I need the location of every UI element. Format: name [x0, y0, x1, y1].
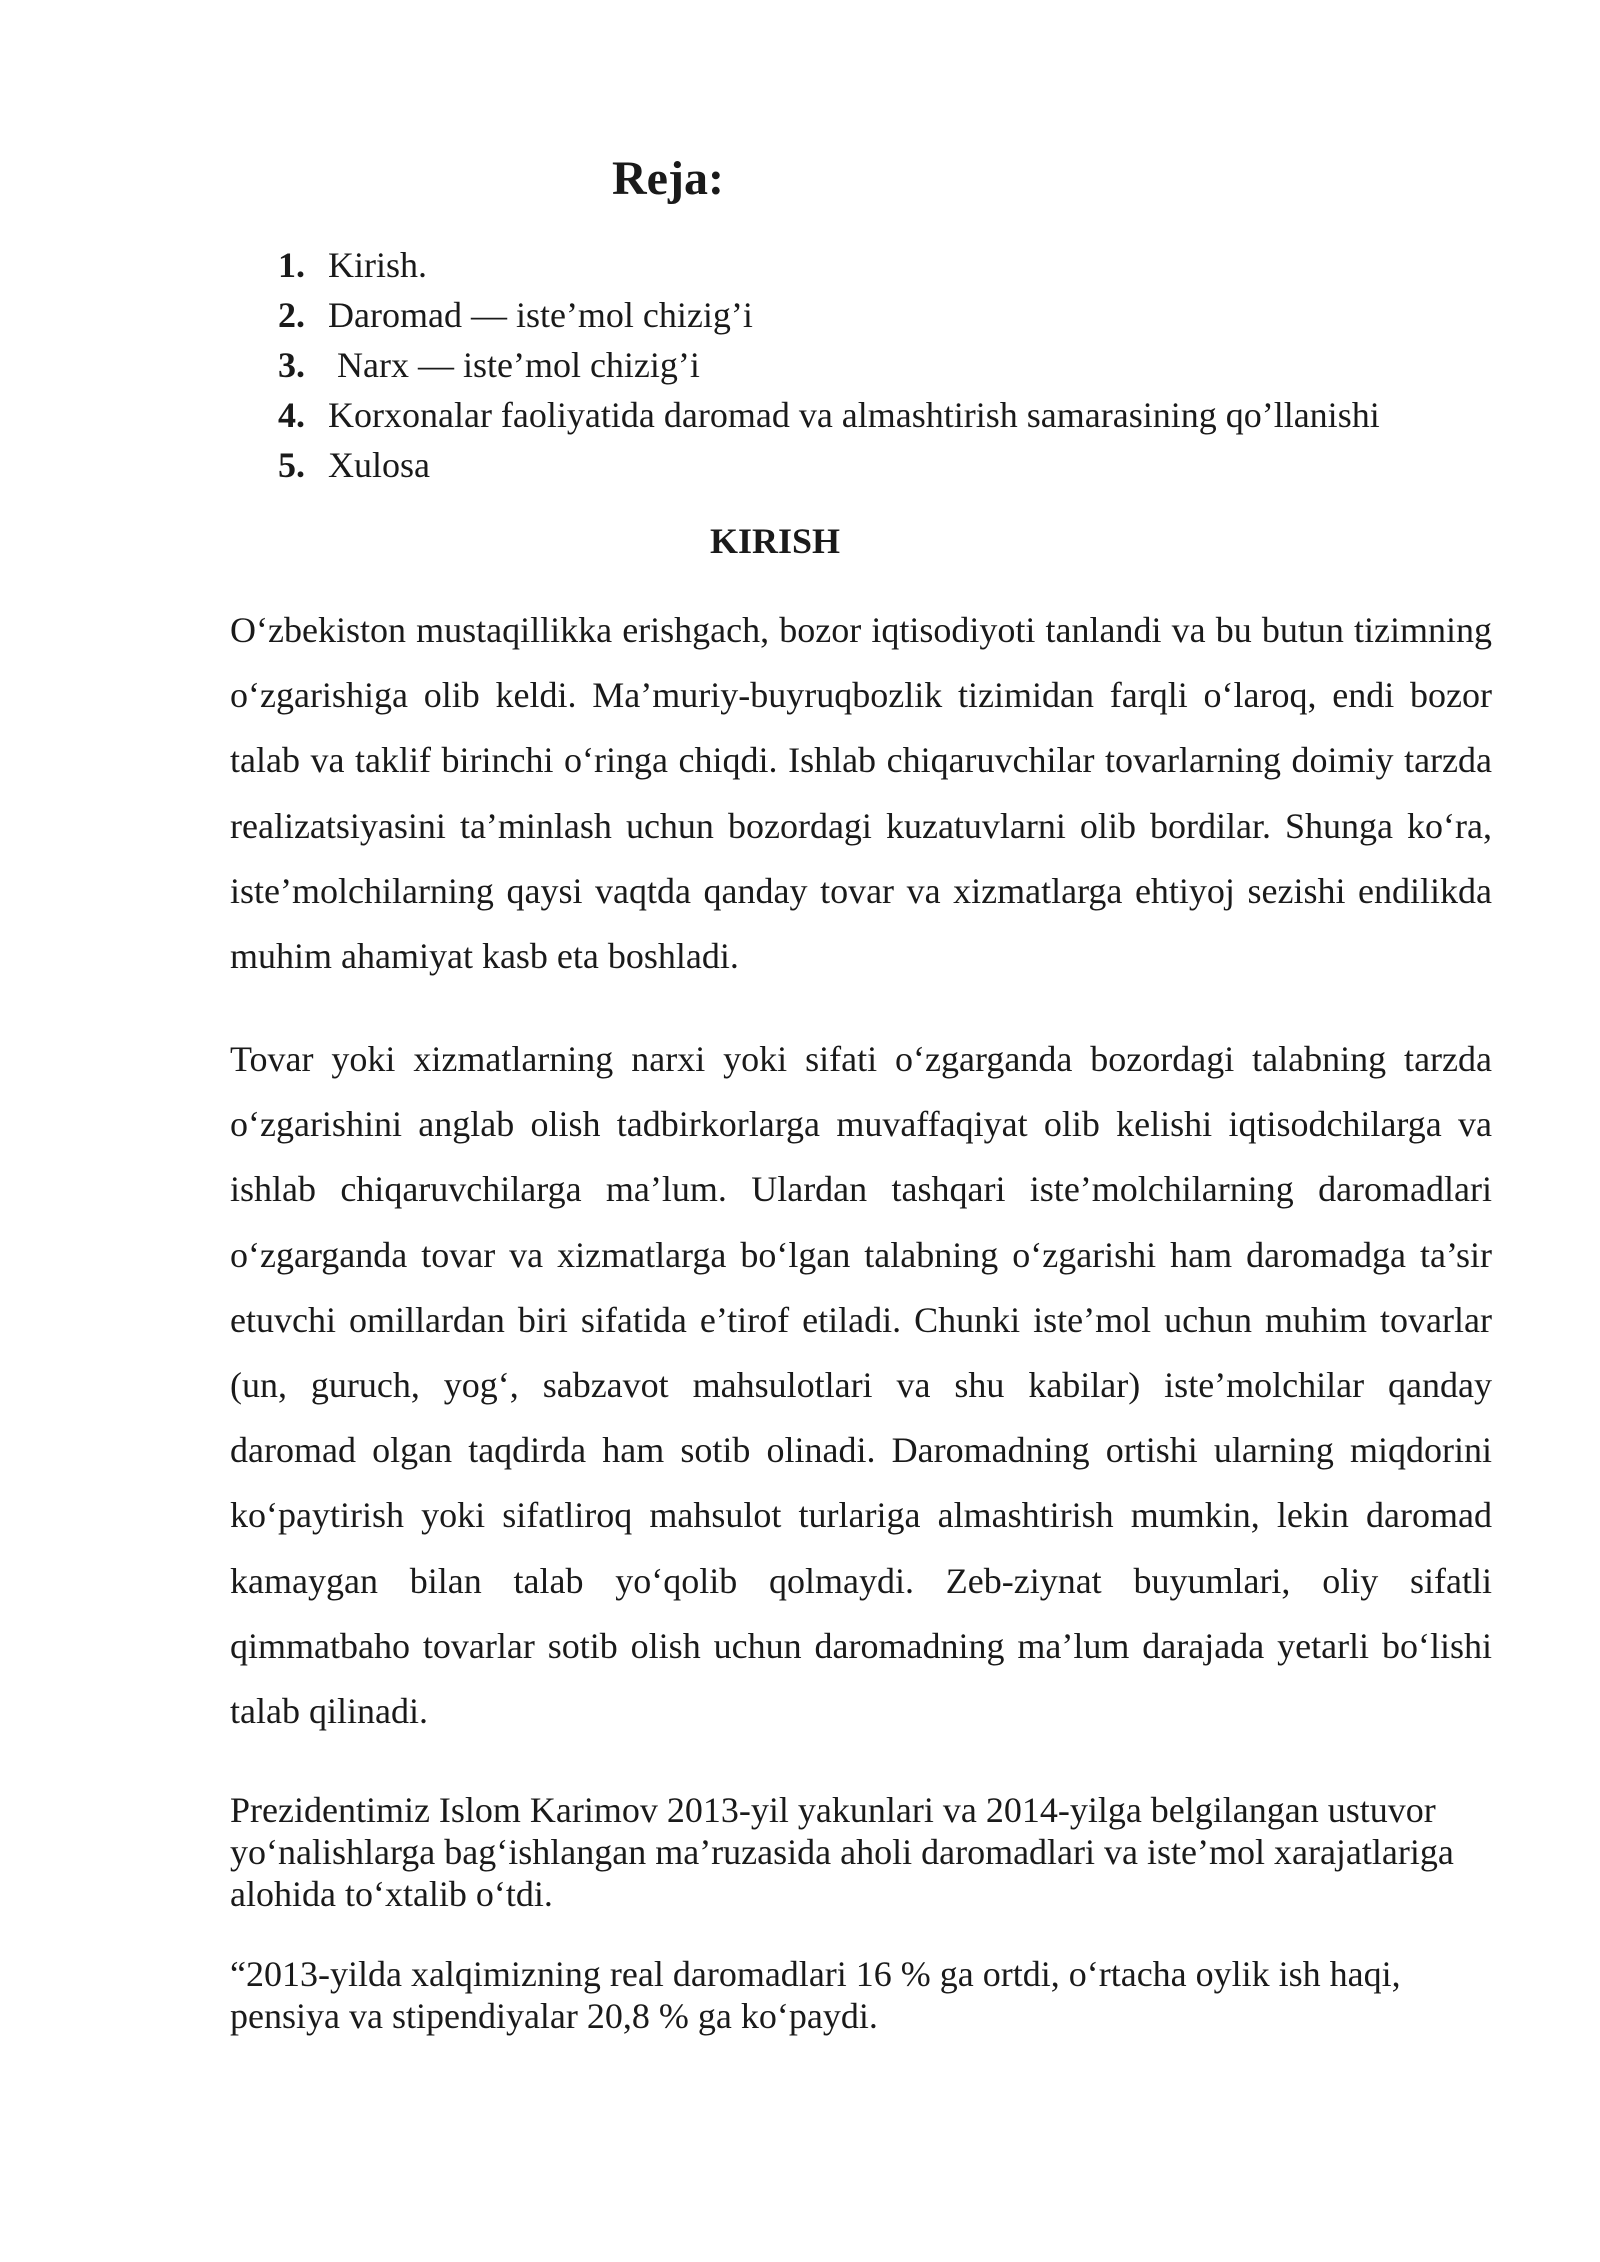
- plan-title: Reja:: [612, 152, 724, 205]
- body-paragraph: “2013-yilda xalqimizning real daromadlari 16 % ga ortdi, o‘rtacha oylik ish haqi, pensiya va stipendiyalar 20,8 % ga ko‘paydi.: [230, 1954, 1401, 2036]
- body-paragraph: O‘zbekiston mustaqillikka erishgach, bozor iqtisodiyoti tanlandi va bu butun tizimning o‘zgarishiga olib keldi. Ma’muriy-buyruqbozlik tizimidan farqli o‘laroq, endi bozor talab va taklif birinchi o‘ringa chiqdi. Ishlab chiqaruvchilar tovarlarning doimiy tarzda realizatsiyasini ta’minlash uchun bozordagi kuzatuvlarni olib bordilar. Shunga ko‘ra, iste’molchilarning qaysi vaqtda qanday tovar va xizmatlarga ehtiyoj sezishi endilikda muhim ahamiyat kasb eta boshladi.: [230, 610, 1492, 977]
- plan-item-text: Kirish.: [328, 245, 427, 285]
- plan-item-text: Korxonalar faoliyatida daromad va almashtirish samarasining qo’llanishi: [328, 395, 1380, 435]
- plan-item: [278, 290, 1380, 340]
- plan-item-number: 1.: [278, 245, 305, 285]
- plan-item: [278, 440, 1380, 490]
- plan-item-number: 3.: [278, 345, 305, 385]
- plan-item-text: Xulosa: [328, 445, 430, 485]
- plan-item-number: 4.: [278, 395, 305, 435]
- plan-item-number: 5.: [278, 445, 305, 485]
- plan-item-number: 2.: [278, 295, 305, 335]
- plan-item: [278, 390, 1380, 440]
- body-paragraph: Prezidentimiz Islom Karimov 2013-yil yakunlari va 2014-yilga belgilangan ustuvor yo‘nalishlarga bag‘ishlangan ma’ruzasida aholi daromadlari va iste’mol xarajatlariga alohida to‘xtalib o‘tdi.: [230, 1790, 1454, 1914]
- plan-item: [278, 240, 1380, 290]
- plan-list: [278, 240, 1380, 490]
- plan-item: [278, 340, 1380, 390]
- plan-item-text: Daromad — iste’mol chizig’i: [328, 295, 753, 335]
- body-paragraph: Tovar yoki xizmatlarning narxi yoki sifati o‘zgarganda bozordagi talabning tarzda o‘zgarishini anglab olish tadbirkorlarga muvaffaqiyat olib kelishi iqtisodchilarga va ishlab chiqaruvchilarga ma’lum. Ulardan tashqari iste’molchilarning daromadlari o‘zgarganda tovar va xizmatlarga bo‘lgan talabning o‘zgarishi ham daromadga ta’sir etuvchi omillardan biri sifatida e’tirof etiladi. Chunki iste’mol uchun muhim tovarlar (un, guruch, yog‘, sabzavot mahsulotlari va shu kabilar) iste’molchilar qanday daromad olgan taqdirda ham sotib olinadi. Daromadning ortishi ularning miqdorini ko‘paytirish yoki sifatliroq mahsulot turlariga almashtirish mumkin, lekin daromad kamaygan bilan talab yo‘qolib qolmaydi. Zeb-ziynat buyumlari, oliy sifatli qimmatbaho tovarlar sotib olish uchun daromadning ma’lum darajada yetarli bo‘lishi talab qilinadi.: [230, 1039, 1492, 1732]
- section-heading: KIRISH: [709, 521, 841, 561]
- plan-item-text: Narx — iste’mol chizig’i: [328, 345, 700, 385]
